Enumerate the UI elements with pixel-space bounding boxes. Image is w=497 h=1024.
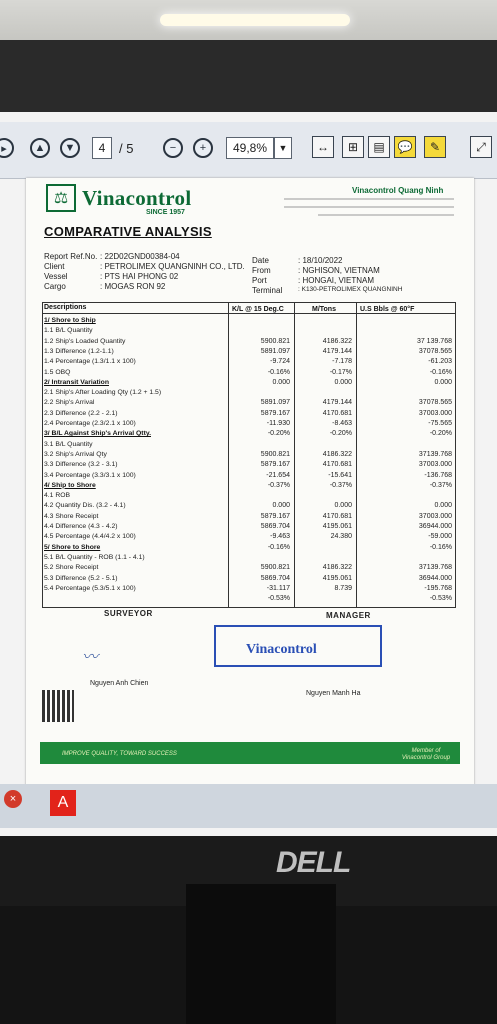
comment-icon[interactable]: 💬 xyxy=(394,136,416,158)
two-page-view-icon[interactable]: ▤ xyxy=(368,136,390,158)
highlight-icon[interactable]: ✎ xyxy=(424,136,446,158)
fit-page-icon[interactable]: ⊞ xyxy=(342,136,364,158)
table-column-divider xyxy=(294,302,295,608)
fit-width-icon[interactable]: ↔ xyxy=(312,136,334,158)
cell-kl: -9.463 xyxy=(270,533,290,541)
cell-mt: 4186.322 xyxy=(322,564,352,572)
pdf-reader-taskbar-icon[interactable]: A xyxy=(50,790,76,816)
cell-usb: -0.20% xyxy=(429,430,452,438)
page-total-label: / 5 xyxy=(119,141,134,156)
row-description: 3.1 B/L Quantity xyxy=(44,440,93,448)
row-description: 2/ Intransit Variation xyxy=(44,378,109,386)
row-description: 4.3 Shore Receipt xyxy=(44,512,99,520)
cell-mt: -0.17% xyxy=(329,368,352,376)
stamp-text: Vinacontrol xyxy=(246,642,317,657)
vessel-label: Vessel xyxy=(44,272,68,281)
cell-kl: 0.000 xyxy=(272,502,290,510)
cell-mt: 4170.681 xyxy=(322,461,352,469)
address-line xyxy=(284,198,454,200)
cell-kl: 5900.821 xyxy=(260,450,290,458)
terminal-label: Terminal xyxy=(252,286,283,295)
row-description: 1.4 Percentage (1.3/1.1 x 100) xyxy=(44,358,136,366)
client-value: : PETROLIMEX QUANGNINH CO., LTD. xyxy=(100,262,245,271)
cell-usb: 37078.565 xyxy=(418,399,452,407)
cell-mt: 0.000 xyxy=(334,378,352,386)
cell-mt: -7.178 xyxy=(332,358,352,366)
cell-usb: -75.565 xyxy=(428,420,452,427)
cell-kl: -0.53% xyxy=(267,595,290,603)
cell-kl: 5879.167 xyxy=(260,409,290,417)
client-label: Client xyxy=(44,262,65,271)
cell-mt: -0.37% xyxy=(329,481,352,489)
cell-usb: 0.000 xyxy=(434,378,452,386)
cell-mt: 4179.144 xyxy=(322,399,352,407)
date-value: : 18/10/2022 xyxy=(298,256,343,265)
row-description: 4/ Ship to Shore xyxy=(44,481,96,489)
surveyor-name: Nguyen Anh Chien xyxy=(90,680,149,687)
monitor-brand-logo: DELL xyxy=(276,846,351,879)
cell-kl: -21.654 xyxy=(266,471,290,479)
manager-label: MANAGER xyxy=(326,611,371,620)
cell-mt: 0.000 xyxy=(334,502,352,510)
cell-kl: 5869.704 xyxy=(260,523,290,530)
row-description: 1.5 OBQ xyxy=(44,368,71,376)
table-column-divider xyxy=(356,302,357,608)
cell-kl: -0.37% xyxy=(267,481,290,489)
cell-kl: 5879.167 xyxy=(260,461,290,469)
cell-kl: 5900.821 xyxy=(260,564,290,572)
column-header-kl: K/L @ 15 Deg.C xyxy=(232,306,284,313)
cell-kl: -11.930 xyxy=(266,420,290,427)
cell-usb: -0.16% xyxy=(429,543,452,551)
cell-usb: 37003.000 xyxy=(418,461,452,469)
cell-usb: -136.768 xyxy=(424,471,452,479)
cell-mt: 4186.322 xyxy=(322,337,352,345)
cell-kl: -0.20% xyxy=(267,430,290,438)
cell-kl: -9.724 xyxy=(270,358,290,366)
row-description: 4.2 Quantity Dis. (3.2 - 4.1) xyxy=(44,502,126,510)
sidebar-toggle-icon[interactable]: ▸ xyxy=(0,138,14,158)
cell-kl: -0.16% xyxy=(267,368,290,376)
row-description: 5/ Shore to Shore xyxy=(44,543,101,551)
vinacontrol-logo-icon: ⚖ xyxy=(46,184,76,212)
cell-kl: 0.000 xyxy=(272,378,290,386)
monitor-bezel-top xyxy=(0,40,497,120)
row-description: 3.2 Ship's Arrival Qty xyxy=(44,450,107,458)
vessel-value: : PTS HAI PHONG 02 xyxy=(100,272,179,281)
cell-mt: 4170.681 xyxy=(322,512,352,520)
row-description: 3/ B/L Against Ship's Arrival Qtty. xyxy=(44,430,151,438)
zoom-dropdown-chevron-icon[interactable]: ▼ xyxy=(274,137,292,159)
from-value: : NGHISON, VIETNAM xyxy=(298,266,380,275)
monitor-stand xyxy=(186,884,336,1024)
table-column-divider xyxy=(228,302,229,608)
row-description: 4.1 ROB xyxy=(44,492,71,500)
footer-member: Member of Vinacontrol Group xyxy=(401,748,451,761)
cell-usb: -61.203 xyxy=(428,358,452,366)
cell-mt: -0.20% xyxy=(329,430,352,438)
column-header-descriptions: Descriptions xyxy=(44,304,87,311)
previous-page-button[interactable]: ▲ xyxy=(30,138,50,158)
cell-usb: 37078.565 xyxy=(418,347,452,355)
cell-mt: 4195.061 xyxy=(322,523,352,530)
cell-usb: 37139.768 xyxy=(418,450,452,458)
port-value: : HONGAI, VIETNAM xyxy=(298,276,375,285)
cell-usb: -195.768 xyxy=(424,584,452,592)
row-description: 2.1 Ship's After Loading Qty (1.2 + 1.5) xyxy=(44,389,162,397)
next-page-button[interactable]: ▼ xyxy=(60,138,80,158)
cell-usb: -0.16% xyxy=(429,368,452,376)
row-description: 2.4 Percentage (2.3/2.1 x 100) xyxy=(44,420,136,427)
port-label: Port xyxy=(252,276,267,285)
row-description: 3.3 Difference (3.2 - 3.1) xyxy=(44,461,118,469)
report-ref-label: Report Ref.No. xyxy=(44,252,98,261)
date-label: Date xyxy=(252,256,269,265)
cell-kl: 5891.097 xyxy=(260,399,290,407)
qr-code xyxy=(42,690,74,722)
cell-mt: 8.739 xyxy=(334,584,352,592)
row-description: 5.3 Difference (5.2 - 5.1) xyxy=(44,574,118,582)
manager-name: Nguyen Manh Ha xyxy=(306,690,361,697)
email-line xyxy=(318,214,454,216)
cargo-value: : MOGAS RON 92 xyxy=(100,282,166,291)
footer-slogan: IMPROVE QUALITY, TOWARD SUCCESS xyxy=(62,751,177,757)
zoom-out-button[interactable]: − xyxy=(163,138,183,158)
cell-usb: 37 139.768 xyxy=(416,337,452,345)
row-description: 3.4 Percentage (3.3/3.1 x 100) xyxy=(44,471,136,479)
column-header-mt: M/Tons xyxy=(312,306,336,313)
report-ref-value: : 22D02GND00384-04 xyxy=(100,252,180,261)
cell-usb: 37139.768 xyxy=(418,564,452,572)
cell-usb: -59.000 xyxy=(428,533,452,541)
zoom-level-input[interactable]: 49,8% xyxy=(226,137,274,159)
document-title: COMPARATIVE ANALYSIS xyxy=(44,224,212,239)
cell-kl: -0.16% xyxy=(267,543,290,551)
cell-mt: 24.380 xyxy=(330,533,352,541)
cell-usb: 37003.000 xyxy=(418,409,452,417)
ceiling-light xyxy=(160,14,350,26)
row-description: 1.2 Ship's Loaded Quantity xyxy=(44,337,126,345)
cell-kl: -31.117 xyxy=(266,584,290,592)
row-description: 5.4 Percentage (5.3/5.1 x 100) xyxy=(44,584,136,592)
cell-mt: 4186.322 xyxy=(322,450,352,458)
table-header-divider xyxy=(42,313,456,314)
cell-usb: 36944.000 xyxy=(418,574,452,582)
cell-usb: -0.53% xyxy=(429,595,452,603)
row-description: 1.1 B/L Quantity xyxy=(44,327,93,335)
row-description: 5.1 B/L Quantity - ROB (1.1 - 4.1) xyxy=(44,553,145,561)
row-description: 1.3 Difference (1.2-1.1) xyxy=(44,347,114,355)
company-name-right: Vinacontrol Quang Ninh xyxy=(352,186,444,195)
terminal-value: : K130-PETROLIMEX QUANGNINH xyxy=(298,286,403,293)
cell-kl: 5900.821 xyxy=(260,337,290,345)
cell-usb: 37003.000 xyxy=(418,512,452,520)
cell-kl: 5891.097 xyxy=(260,347,290,355)
row-description: 2.2 Ship's Arrival xyxy=(44,399,95,407)
logo-since: SINCE 1957 xyxy=(146,209,185,216)
contact-line xyxy=(284,206,454,208)
cargo-label: Cargo xyxy=(44,282,66,291)
column-header-usb: U.S Bbls @ 60°F xyxy=(360,306,415,313)
cell-mt: 4195.061 xyxy=(322,574,352,582)
cell-usb: 36944.000 xyxy=(418,523,452,530)
row-description: 4.4 Difference (4.3 - 4.2) xyxy=(44,523,118,530)
cell-mt: 4179.144 xyxy=(322,347,352,355)
fullscreen-icon[interactable]: ⤢ xyxy=(470,136,492,158)
zoom-in-button[interactable]: + xyxy=(193,138,213,158)
cell-mt: -15.641 xyxy=(328,471,352,479)
from-label: From xyxy=(252,266,271,275)
close-badge-icon[interactable]: × xyxy=(4,790,22,808)
row-description: 1/ Shore to Ship xyxy=(44,317,96,324)
cell-mt: -8.463 xyxy=(332,420,352,427)
cell-usb: -0.37% xyxy=(429,481,452,489)
surveyor-signature: 〰 xyxy=(82,649,99,666)
logo-text: Vinacontrol xyxy=(82,186,192,210)
surveyor-label: SURVEYOR xyxy=(104,609,153,618)
cell-kl: 5879.167 xyxy=(260,512,290,520)
row-description: 5.2 Shore Receipt xyxy=(44,564,99,572)
row-description: 4.5 Percentage (4.4/4.2 x 100) xyxy=(44,533,136,541)
cell-usb: 0.000 xyxy=(434,502,452,510)
page-number-input[interactable]: 4 xyxy=(92,137,112,159)
cell-mt: 4170.681 xyxy=(322,409,352,417)
row-description: 2.3 Difference (2.2 - 2.1) xyxy=(44,409,118,417)
cell-kl: 5869.704 xyxy=(260,574,290,582)
